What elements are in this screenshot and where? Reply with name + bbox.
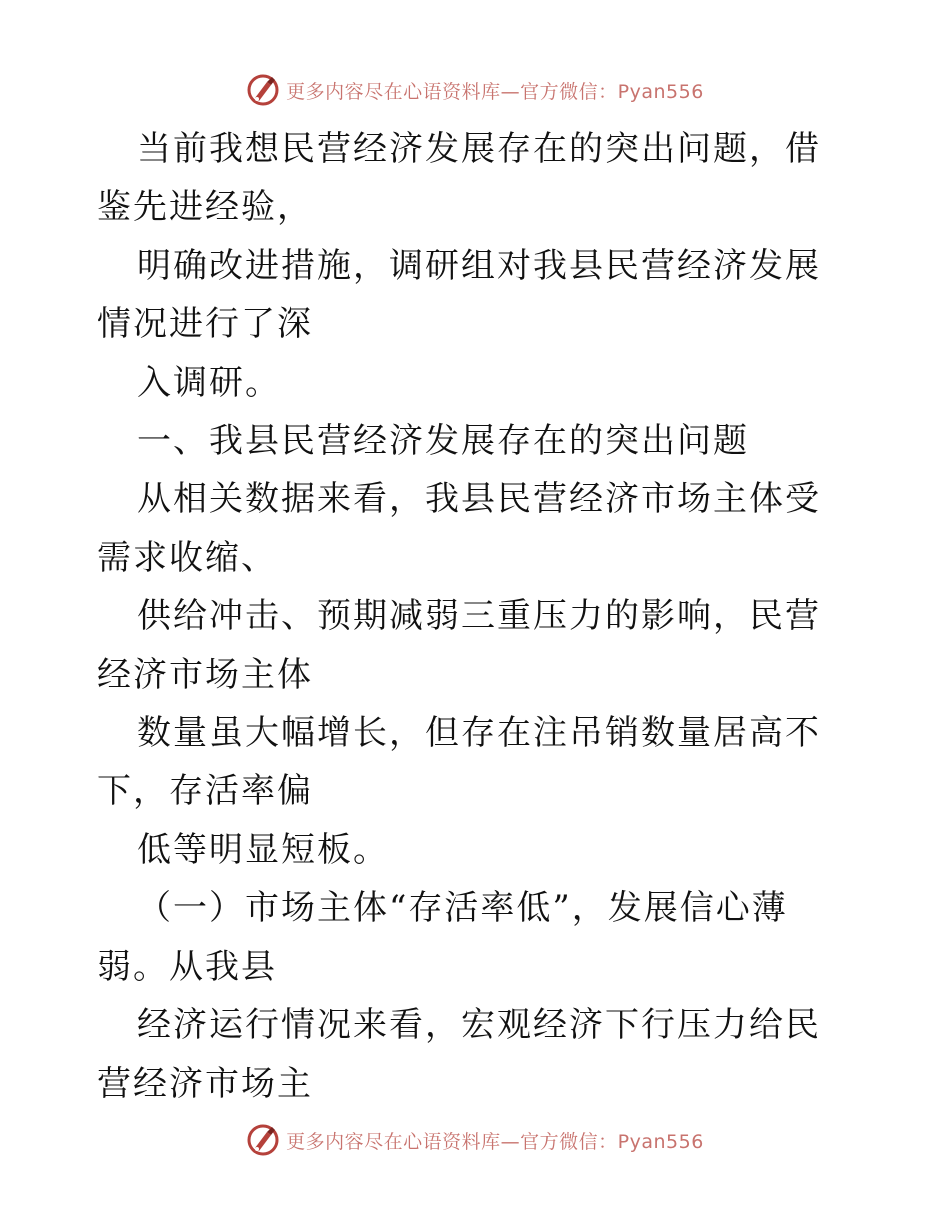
pen-logo-icon [246,73,280,107]
header-banner [0,70,950,110]
paragraph: 入调研。 [137,362,281,403]
footer-banner-text: 更多内容尽在心语资料库—官方微信：Pyan556 [286,1130,704,1153]
header-banner-text: 更多内容尽在心语资料库—官方微信：Pyan556 [286,80,704,103]
paragraph: 从相关数据来看，我县民营经济市场主体受需求收缩、 [97,479,821,578]
pen-logo-icon [246,1123,280,1157]
paragraph: 数量虽大幅增长，但存在注吊销数量居高不下，存活率偏 [97,713,821,812]
paragraph: 经济运行情况来看，宏观经济下行压力给民营经济市场主 [97,1005,821,1104]
paragraph: 供给冲击、预期减弱三重压力的影响，民营经济市场主体 [97,596,821,695]
paragraph: 当前我想民营经济发展存在的突出问题，借鉴先进经验， [97,129,821,228]
document-body [97,120,855,1113]
paragraph: 低等明显短板。 [137,829,389,870]
section-heading: 一、我县民营经济发展存在的突出问题 [137,421,749,462]
paragraph: 明确改进措施，调研组对我县民营经济发展情况进行了深 [97,245,821,345]
footer-banner [0,1120,950,1160]
subsection-heading: （一）市场主体“存活率低”，发展信心薄弱。从我县 [97,888,788,987]
